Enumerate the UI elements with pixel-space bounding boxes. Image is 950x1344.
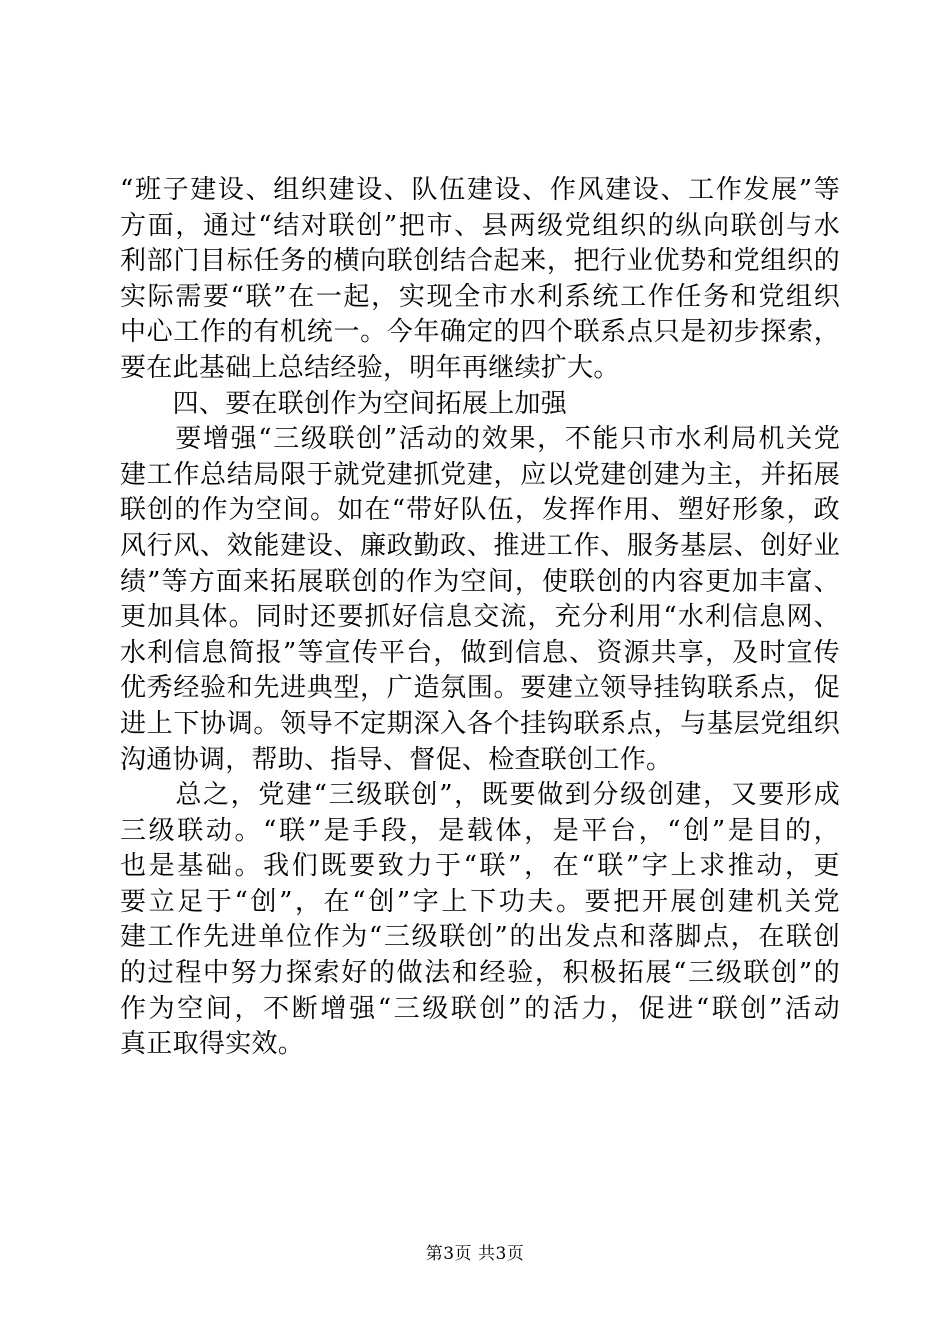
text-line-22: 建工作先进单位作为“三级联创”的出发点和落脚点，在联创 <box>120 922 840 953</box>
text-line-4: 实际需要“联”在一起，实现全市水利系统工作任务和党组织 <box>120 281 840 312</box>
text-line-19: 三级联动。“联”是手段，是载体，是平台，“创”是目的， <box>120 815 840 846</box>
page-number-footer: 第3页 共3页 <box>425 1244 525 1264</box>
text-line-21: 要立足于“创”，在“创”字上下功夫。要把开展创建机关党 <box>120 886 840 917</box>
section-heading: 四、要在联创作为空间拓展上加强 <box>120 388 568 419</box>
text-line-2: 方面，通过“结对联创”把市、县两级党组织的纵向联创与水 <box>120 210 840 241</box>
text-line-10: 联创的作为空间。如在“带好队伍，发挥作用、塑好形象，政 <box>120 495 840 526</box>
text-line-14: 水利信息简报”等宣传平台，做到信息、资源共享，及时宣传 <box>120 637 840 668</box>
text-line-13: 更加具体。同时还要抓好信息交流，充分利用“水利信息网、 <box>120 602 840 633</box>
text-line-1: “班子建设、组织建设、队伍建设、作风建设、工作发展”等 <box>120 175 840 205</box>
text-line-25: 真正取得实效。 <box>120 1029 305 1060</box>
text-line-18: 总之，党建“三级联创”，既要做到分级创建，又要形成 <box>120 780 840 811</box>
text-line-15: 优秀经验和先进典型，广造氛围。要建立领导挂钩联系点，促 <box>120 673 840 704</box>
text-line-9: 建工作总结局限于就党建抓党建，应以党建创建为主，并拓展 <box>120 459 840 490</box>
text-line-6: 要在此基础上总结经验，明年再继续扩大。 <box>120 352 620 383</box>
document-body <box>120 173 840 1063</box>
text-line-11: 风行风、效能建设、廉政勤政、推进工作、服务基层、创好业 <box>120 530 840 561</box>
text-line-5: 中心工作的有机统一。今年确定的四个联系点只是初步探索， <box>120 317 840 348</box>
text-line-8: 要增强“三级联创”活动的效果，不能只市水利局机关党 <box>120 424 840 455</box>
text-line-17: 沟通协调，帮助、指导、督促、检查联创工作。 <box>120 744 673 775</box>
text-line-24: 作为空间，不断增强“三级联创”的活力，促进“联创”活动 <box>120 993 840 1024</box>
text-line-23: 的过程中努力探索好的做法和经验，积极拓展“三级联创”的 <box>120 958 840 989</box>
text-line-20: 也是基础。我们既要致力于“联”，在“联”字上求推动，更 <box>120 851 840 882</box>
text-line-16: 进上下协调。领导不定期深入各个挂钩联系点，与基层党组织 <box>120 708 840 739</box>
text-line-3: 利部门目标任务的横向联创结合起来，把行业优势和党组织的 <box>120 246 840 277</box>
text-line-12: 绩”等方面来拓展联创的作为空间，使联创的内容更加丰富、 <box>120 566 840 597</box>
